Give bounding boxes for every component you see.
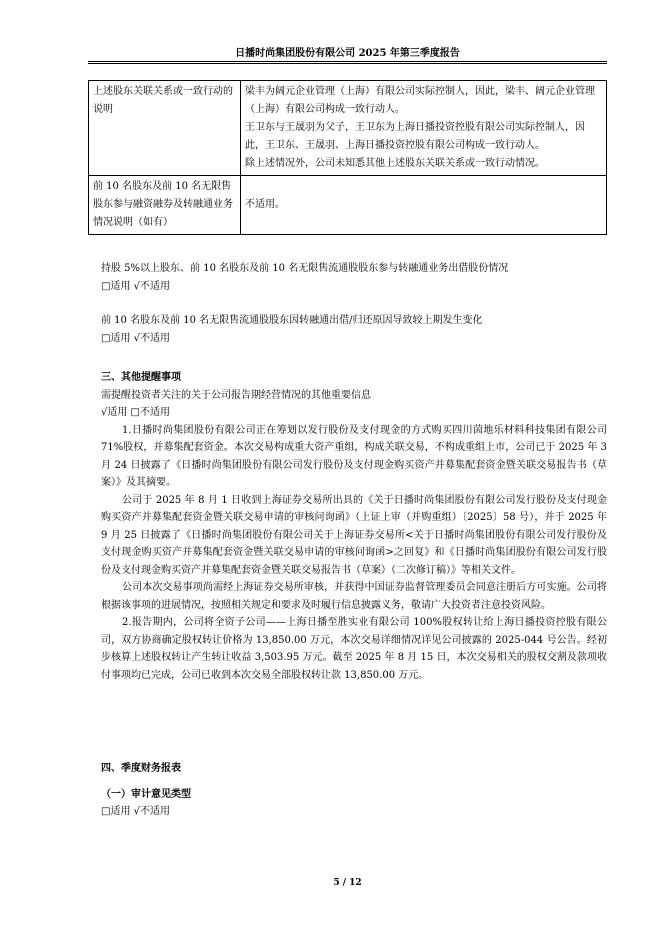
table-label-cell: 上述股东关联关系或一致行动的说明 bbox=[89, 81, 241, 176]
section4-choice: □适用 √不适用 bbox=[101, 806, 170, 817]
table-content-cell bbox=[241, 176, 607, 235]
section4-block bbox=[101, 760, 607, 821]
lending-status-choice: □适用 √不适用 bbox=[101, 280, 170, 292]
change-status-block bbox=[101, 312, 607, 347]
change-status-choice: □适用 √不适用 bbox=[101, 332, 170, 344]
table-label-cell: 前 10 名股东及前 10 名无限售股东参与融资融券及转融通业务情况说明（如有） bbox=[89, 176, 241, 235]
content-paragraph: 不适用。 bbox=[245, 199, 285, 210]
header-rule-thin bbox=[88, 63, 607, 64]
section3-block bbox=[101, 369, 607, 684]
table-row bbox=[89, 81, 607, 176]
content-paragraph: 除上述情况外，公司未知悉其他上述股东关联关系或一致行动情况。 bbox=[245, 158, 545, 169]
shareholder-relation-table bbox=[88, 80, 607, 235]
section4-heading: 四、季度财务报表 bbox=[101, 763, 181, 774]
content-paragraph: 王卫东与王晟羽为父子，王卫东为上海日播投资控股有限公司实际控制人，因此，王卫东、王晟羽、上海日播投资控股有限公司构成一致行动人。 bbox=[245, 122, 585, 151]
report-header: 日播时尚集团股份有限公司 2025 年第三季度报告 bbox=[235, 48, 460, 59]
lending-status-block bbox=[101, 260, 607, 295]
section3-paragraph: 公司本次交易事项尚需经上海证券交易所审核，并获得中国证券监督管理委员会同意注册后方可实施。公司将根据该事项的进展情况，按照相关规定和要求及时履行信息披露义务，敬请广大投资者注意投资风险。 bbox=[101, 582, 607, 611]
section3-heading: 三、其他提醒事项 bbox=[101, 372, 181, 383]
content-paragraph: 梁丰为阔元企业管理（上海）有限公司实际控制人，因此，梁丰、阔元企业管理（上海）有限公司构成一致行动人。 bbox=[245, 86, 595, 115]
table-row bbox=[89, 176, 607, 235]
section3-intro: 需提醒投资者关注的关于公司报告期经营情况的其他重要信息 bbox=[101, 389, 371, 401]
section3-choice: √适用 □不适用 bbox=[101, 407, 170, 418]
header-rule bbox=[88, 61, 607, 62]
table-content-cell bbox=[241, 81, 607, 176]
section3-paragraph: 1.日播时尚集团股份有限公司正在筹划以发行股份及支付现金的方式购买四川茵地乐材料科技集团有限公司 71%股权，并募集配套资金。本次交易构成重大资产重组，构成关联交易，不构成重组上市，公司已于 2025 年 3 月 24 日披露了《日播时尚集团股份有限公司发行股份及支付现金购买资产并募集配套资金暨关联交易报告书（草案）》及其摘要。 bbox=[101, 424, 607, 488]
section3-paragraph: 2.报告期内，公司将全资子公司——上海日播至胜实业有限公司 100%股权转让给上海日播投资控股有限公司，双方协商确定股权转让价格为 13,850.00 万元，本次交易详细情况详见公司披露的 2025-044 号公告。经初步核算上述股权转让产生转让收益 3,503.95 万元。截至 2025 年 8 月 15 日，本次交易相关的股权交割及款项收付事项均已完成，公司已收到本次交易全部股权转让款 13,850.00 万元。 bbox=[101, 617, 607, 681]
section3-paragraph: 公司于 2025 年 8 月 1 日收到上海证券交易所出具的《关于日播时尚集团股份有限公司发行股份及支付现金购买资产并募集配套资金暨关联交易申请的审核问询函》（上证上审（并购重组）〔2025〕58 号），并于 2025 年 9 月 25 日披露了《日播时尚集团股份有限公司关于上海证券交易所<关于日播时尚集团股份有限公司发行股份及支付现金购买资产并募集配套资金暨关联交易申请的审核问询函>之回复》和《日播时尚集团股份有限公司发行股份及支付现金购买资产并募集配套资金暨关联交易报告书（草案）（二次修订稿）》等相关文件。 bbox=[101, 494, 607, 576]
section4-subheading: （一）审计意见类型 bbox=[101, 788, 191, 800]
lending-status-title: 持股 5%以上股东、前 10 名股东及前 10 名无限售流通股股东参与转融通业务出借股份情况 bbox=[101, 263, 509, 274]
change-status-title: 前 10 名股东及前 10 名无限售流通股股东因转融通出借/归还原因导致较上期发生变化 bbox=[101, 315, 483, 326]
page-number: 5 / 12 bbox=[333, 878, 362, 888]
